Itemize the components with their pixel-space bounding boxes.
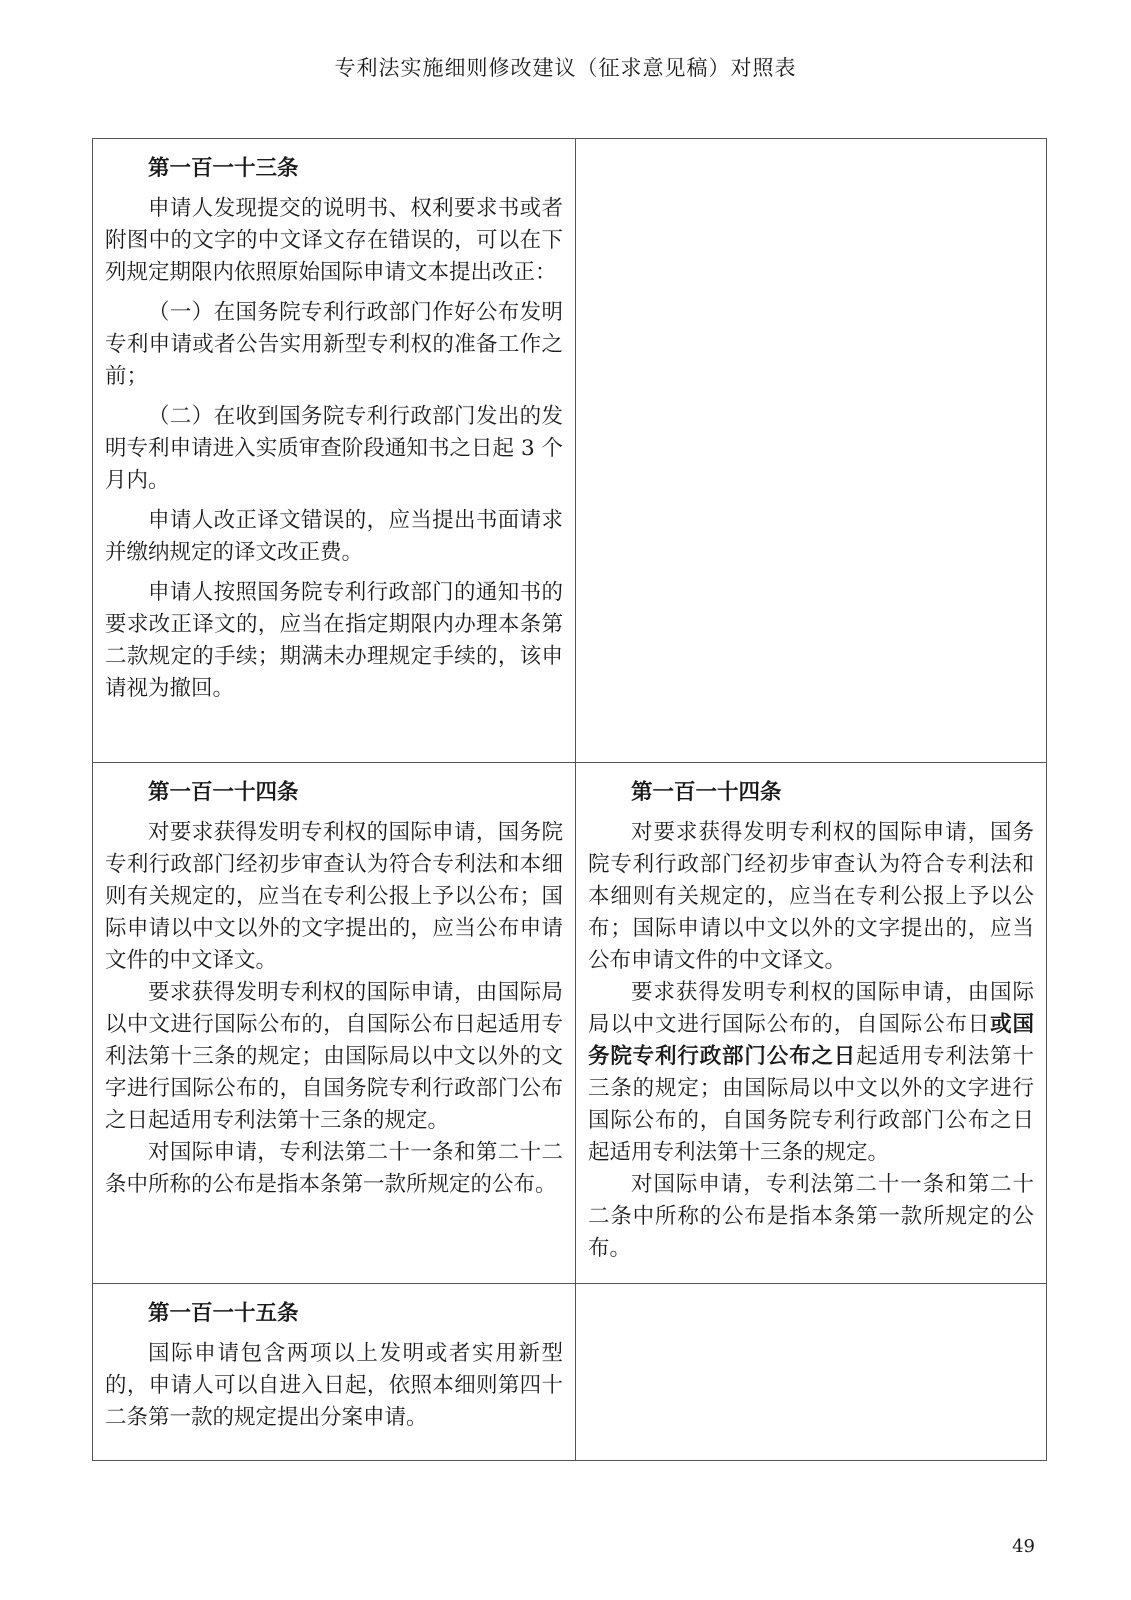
page-number: 49	[1012, 1536, 1035, 1557]
article-paragraph: 对要求获得发明专利权的国际申请，国务院专利行政部门经初步审查认为符合专利法和本细则有关规定的，应当在专利公报上予以公布；国际申请以中文以外的文字提出的，应当公布申请文件的中文译文。	[105, 820, 563, 973]
current-text-cell	[93, 763, 576, 1284]
article-title: 第一百一十五条	[148, 1301, 299, 1326]
article-paragraph: 国际申请包含两项以上发明或者实用新型的，申请人可以自进入日起，依照本细则第四十二条第一款的规定提出分案申请。	[105, 1341, 563, 1430]
table-row	[93, 763, 1047, 1284]
comparison-table	[92, 138, 1047, 1461]
article-paragraph: 申请人改正译文错误的，应当提出书面请求并缴纳规定的译文改正费。	[105, 508, 563, 565]
table-row	[93, 139, 1047, 763]
document-header: 专利法实施细则修改建议（征求意见稿）对照表	[334, 56, 797, 80]
amended-text-highlight: 或国务院专利行政部门公布之日	[588, 1012, 1034, 1069]
proposed-text-cell	[576, 763, 1047, 1284]
article-paragraph: （一）在国务院专利行政部门作好公布发明专利申请或者公告实用新型专利权的准备工作之前；	[105, 300, 563, 389]
unchanged-text: 要求获得发明专利权的国际申请，由国际局以中文进行国际公布的，自国际公布日	[588, 980, 1034, 1037]
article-paragraph: （二）在收到国务院专利行政部门发出的发明专利申请进入实质审查阶段通知书之日起 3 个月内。	[105, 404, 563, 493]
article-title: 第一百一十三条	[148, 156, 299, 181]
proposed-text-cell	[576, 139, 1047, 763]
article-paragraph-amended	[588, 977, 1034, 1169]
article-paragraph: 要求获得发明专利权的国际申请，由国际局以中文进行国际公布的，自国际公布日起适用专利法第十三条的规定；由国际局以中文以外的文字进行国际公布的，自国务院专利行政部门公布之日起适用专利法第十三条的规定。	[105, 980, 563, 1133]
article-paragraph: 对要求获得发明专利权的国际申请，国务院专利行政部门经初步审查认为符合专利法和本细则有关规定的，应当在专利公报上予以公布；国际申请以中文以外的文字提出的，应当公布申请文件的中文译文。	[588, 820, 1034, 973]
current-text-cell	[93, 139, 576, 763]
table-row	[93, 1284, 1047, 1461]
article-paragraph: 申请人按照国务院专利行政部门的通知书的要求改正译文的，应当在指定期限内办理本条第二款规定的手续；期满未办理规定手续的，该申请视为撤回。	[105, 580, 563, 701]
article-title: 第一百一十四条	[148, 780, 299, 805]
article-paragraph: 对国际申请，专利法第二十一条和第二十二条中所称的公布是指本条第一款所规定的公布。	[588, 1172, 1034, 1261]
unchanged-text: 起适用专利法第十三条的规定；由国际局以中文以外的文字进行国际公布的，自国务院专利行政部门公布之日起适用专利法第十三条的规定。	[588, 1044, 1034, 1165]
article-paragraph: 对国际申请，专利法第二十一条和第二十二条中所称的公布是指本条第一款所规定的公布。	[105, 1140, 563, 1197]
proposed-text-cell	[576, 1284, 1047, 1461]
current-text-cell	[93, 1284, 576, 1461]
article-paragraph: 申请人发现提交的说明书、权利要求书或者附图中的文字的中文译文存在错误的，可以在下列规定期限内依照原始国际申请文本提出改正：	[105, 196, 563, 285]
article-title: 第一百一十四条	[631, 780, 782, 805]
